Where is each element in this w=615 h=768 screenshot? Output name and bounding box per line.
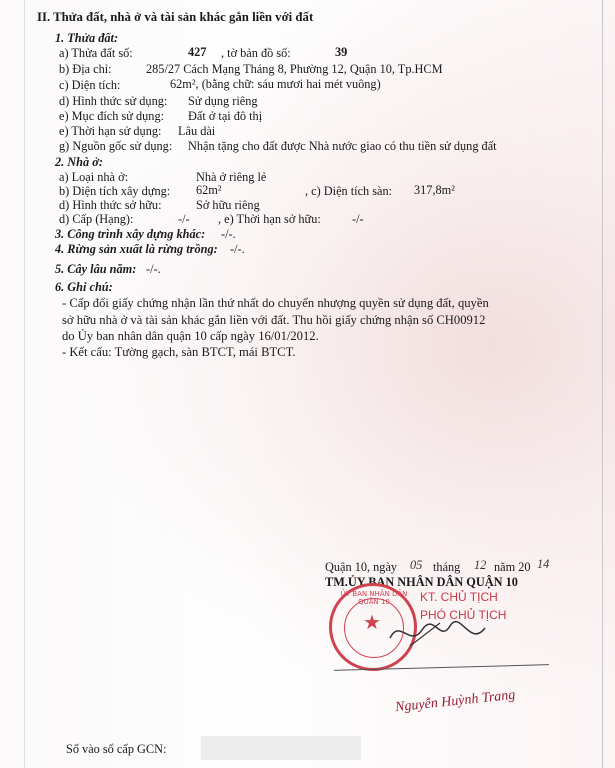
notes-heading: 6. Ghi chú:	[55, 280, 113, 294]
note-line-4: - Kết cấu: Tường gạch, sàn BTCT, mái BTCT.	[62, 345, 296, 359]
house-c-label: , c) Diện tích sàn:	[305, 184, 393, 198]
land-a2-value: 39	[335, 45, 348, 59]
perennial-heading: 5. Cây lâu năm:	[55, 262, 137, 276]
house-a-label: a) Loại nhà ở:	[59, 170, 128, 184]
issue-month: 12	[474, 558, 487, 572]
land-b-label: b) Địa chỉ:	[59, 62, 112, 76]
land-a2-label: , tờ bản đồ số:	[221, 46, 291, 60]
land-c-value: 62m², (bằng chữ: sáu mươi hai mét vuông)	[170, 77, 381, 91]
land-g-value: Nhận tặng cho đất được Nhà nước giao có thu tiền sử dụng đất	[188, 139, 497, 153]
gcn-register-label: Số vào sổ cấp GCN:	[66, 742, 167, 756]
land-f-value: Lâu dài	[178, 124, 216, 138]
house-f-value: -/-	[352, 212, 364, 226]
house-f-label: , e) Thời hạn sở hữu:	[218, 212, 321, 226]
issuing-org: TM.ỦY BAN NHÂN DÂN QUẬN 10	[325, 575, 518, 589]
handwritten-signature	[380, 608, 500, 658]
redacted-register-number	[201, 736, 361, 760]
land-d-label: d) Hình thức sử dụng:	[59, 94, 168, 108]
house-b-value: 62m²	[196, 183, 222, 197]
land-b-value: 285/27 Cách Mạng Tháng 8, Phường 12, Quận 10, Tp.HCM	[146, 62, 443, 76]
note-line-2: sở hữu nhà ở và tài sản khác gắn liền với đất. Thu hồi giấy chứng nhận số CH00912	[62, 313, 486, 327]
land-heading: 1. Thửa đất:	[55, 31, 119, 45]
section-title: II. Thửa đất, nhà ở và tài sản khác gắn liền với đất	[37, 10, 314, 24]
land-a-label: a) Thửa đất số:	[59, 46, 133, 60]
seal-text: ỦY BAN NHÂN DÂN QUẬN 10	[340, 590, 408, 606]
signer-title-2: PHÓ CHỦ TỊCH	[420, 608, 507, 622]
issue-month-label: tháng	[433, 560, 461, 574]
other-constructions-value: -/-.	[221, 227, 236, 241]
signer-name: Nguyễn Huỳnh Trang	[394, 687, 516, 716]
house-b-label: b) Diện tích xây dựng:	[59, 184, 171, 198]
land-e-value: Đất ở tại đô thị	[188, 109, 263, 123]
house-d-value: Sở hữu riêng	[196, 198, 260, 212]
issue-year-label: năm 20	[494, 560, 531, 574]
land-c-label: c) Diện tích:	[59, 78, 121, 92]
note-line-3: do Ủy ban nhân dân quận 10 cấp ngày 16/01/2012.	[62, 329, 319, 343]
star-icon: ★	[363, 612, 381, 634]
house-d-label: d) Hình thức sở hữu:	[59, 198, 162, 212]
issue-day: 05	[410, 558, 423, 572]
land-f-label: e) Thời hạn sử dụng:	[59, 124, 162, 138]
land-a-value: 427	[188, 45, 207, 59]
land-e-label: e) Mục đích sử dụng:	[59, 109, 165, 123]
house-e-label: d) Cấp (Hạng):	[59, 212, 134, 226]
forest-value: -/-.	[230, 242, 245, 256]
forest-heading: 4. Rừng sản xuất là rừng trồng:	[55, 242, 218, 256]
house-heading: 2. Nhà ở:	[55, 155, 103, 169]
land-d-value: Sử dụng riêng	[188, 94, 258, 108]
issue-year: 14	[537, 557, 550, 571]
note-line-1: - Cấp đổi giấy chứng nhận lần thứ nhất do chuyển nhượng quyền sử dụng đất, quyền	[62, 296, 489, 310]
house-a-value: Nhà ở riêng lẻ	[196, 170, 267, 184]
other-constructions-heading: 3. Công trình xây dựng khác:	[55, 227, 206, 241]
issue-date-place: Quận 10, ngày	[325, 560, 398, 574]
right-border	[602, 0, 603, 768]
left-border	[24, 0, 25, 768]
land-g-label: g) Nguồn gốc sử dụng:	[59, 139, 173, 153]
perennial-value: -/-.	[146, 262, 161, 276]
house-e-value: -/-	[178, 212, 190, 226]
house-c-value: 317,8m²	[414, 183, 455, 197]
signer-title-1: KT. CHỦ TỊCH	[420, 590, 498, 604]
